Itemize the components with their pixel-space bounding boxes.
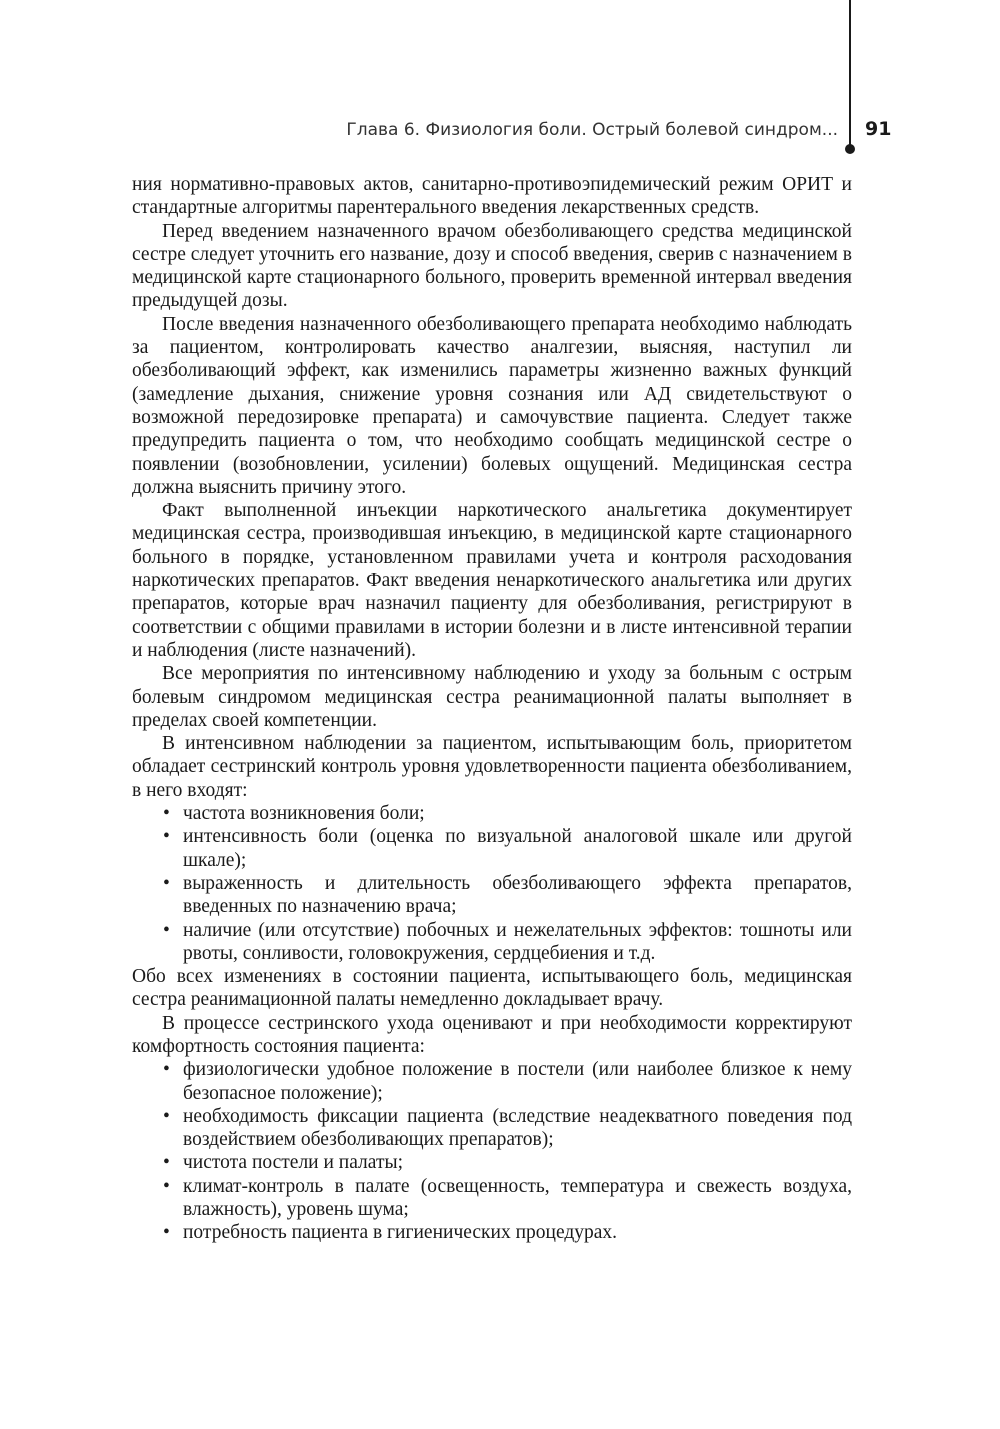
bullet-icon: • [163,826,170,848]
paragraph-continuation: ния нормативно-правовых актов, санитарно-противоэпидемический режим ОРИТ и стандартные алгоритмы парентерального введения лекарственных средств. [132,174,852,219]
bullet-icon: • [163,1105,170,1127]
running-header: Глава 6. Физиология боли. Острый болевой синдром... [346,120,838,140]
paragraph: Факт выполненной инъекции наркотического анальгетика документирует медицинская сестра, производившая инъекцию, в медицинской карте стационарного больного в порядке, установленном правилами учета и контроля расходования наркотических препаратов. Факт введения ненаркотического анальгетика или других препаратов, которые врач назначил пациенту для обезболивания, регистрируют в соответствии с общими правилами в истории болезни и в листе интенсивной терапии и наблюдения (листе назначений). [132,500,852,661]
bullet-icon: • [163,803,170,825]
list-item [132,1105,852,1152]
list-item [132,802,852,825]
comfort-list [132,1058,852,1244]
list-item [132,1058,852,1105]
bullet-icon: • [163,1152,170,1174]
list-item-text: климат-контроль в палате (освещенность, температура и свежесть воздуха, влажность), уровень шума; [183,1175,852,1221]
monitoring-list [132,802,852,965]
list-item [132,1221,852,1244]
paragraph: Все мероприятия по интенсивному наблюдению и уходу за больным с острым болевым синдромом медицинская сестра реанимационной палаты выполняет в пределах своей компетенции. [132,663,852,731]
bullet-icon: • [163,919,170,941]
list-item-text: наличие (или отсутствие) побочных и нежелательных эффектов: тошноты или рвоты, сонливости, головокружения, сердцебиения и т.д. [183,919,852,964]
list-item [132,919,852,966]
list-item-text: физиологически удобное положение в постели (или наиболее близкое к нему безопасное положение); [183,1059,852,1104]
list-item [132,1175,852,1222]
paragraph: Обо всех изменениях в состоянии пациента, испытывающего боль, медицинская сестра реанимационной палаты немедленно докладывает врачу. [132,966,852,1011]
list-item-text: потребность пациента в гигиенических процедурах. [183,1222,618,1244]
list-item-text: выраженность и длительность обезболивающего эффекта препаратов, введенных по назначению врача; [183,872,852,918]
paragraph: В процессе сестринского ухода оценивают и при необходимости корректируют комфортность состояния пациента: [132,1012,852,1057]
paragraph: Перед введением назначенного врачом обезболивающего средства медицинской сестре следует уточнить его название, дозу и способ введения, сверив с назначением в медицинской карте стационарного больного, проверить временной интервал введения предыдущей дозы. [132,220,852,312]
list-item-text: интенсивность боли (оценка по визуальной аналоговой шкале или другой шкале); [183,826,852,871]
list-item [132,872,852,919]
page-number: 91 [865,118,892,140]
bullet-icon: • [163,1175,170,1197]
list-item-text: частота возникновения боли; [183,803,425,825]
list-item [132,825,852,872]
list-item [132,1151,852,1174]
bullet-icon: • [163,872,170,894]
header-rule-dot [845,144,855,154]
header-vertical-rule [849,0,851,148]
list-item-text: чистота постели и палаты; [183,1152,403,1174]
body-text [132,173,852,1245]
paragraph: В интенсивном наблюдении за пациентом, испытывающим боль, приоритетом обладает сестринский контроль уровня удовлетворенности пациента обезболиванием, в него входят: [132,733,852,801]
bullet-icon: • [163,1059,170,1081]
bullet-icon: • [163,1222,170,1244]
paragraph: После введения назначенного обезболивающего препарата необходимо наблюдать за пациентом, контролировать качество аналгезии, выясняя, наступил ли обезболивающий эффект, как изменились параметры жизненно важных функций (замедление дыхания, снижение уровня сознания или АД свидетельствуют о возможной передозировке препарата) и самочувствие пациента. Следует также предупредить пациента о том, что необходимо сообщать медицинской сестре о появлении (возобновлении, усилении) болевых ощущений. Медицинская сестра должна выяснить причину этого. [132,313,852,498]
list-item-text: необходимость фиксации пациента (вследствие неадекватного поведения под воздействием обезболивающих препаратов); [183,1105,852,1151]
